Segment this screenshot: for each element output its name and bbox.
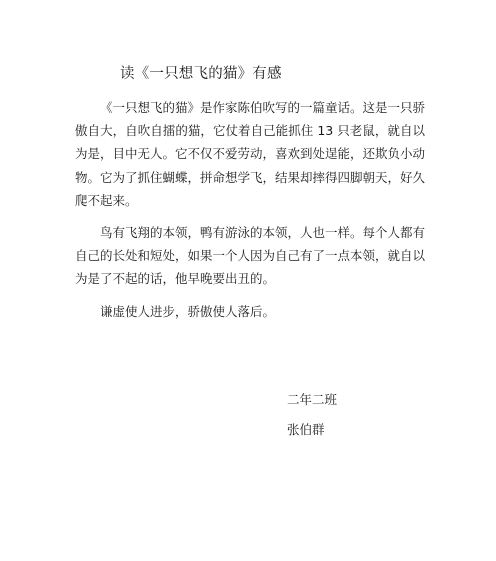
author-name: 张伯群 (287, 422, 325, 437)
paragraph-1: 《一只想飞的猫》是作家陈伯吹写的一篇童话。这是一只骄傲自大，自吹自擂的猫，它仗着自己能抓住 13 只老鼠，就自以为是，目中无人。它不仅不爱劳动，喜欢到处逞能，还欺负小动物。它为了抓住蝴蝶，拼命想学飞，结果却摔得四脚朝天，好久爬不起来。 (75, 100, 426, 208)
document-body (75, 96, 425, 332)
document-title: 读《一只想飞的猫》有感 (120, 66, 282, 82)
class-name: 二年二班 (287, 392, 338, 407)
paragraph-3: 谦虚使人进步，骄傲使人落后。 (100, 303, 276, 319)
paragraph-2: 鸟有飞翔的本领，鸭有游泳的本领，人也一样。每个人都有自己的长处和短处，如果一个人因为自己有了一点本领，就自以为是了不起的话，他早晚要出丑的。 (75, 225, 426, 287)
signature-block (287, 385, 337, 445)
